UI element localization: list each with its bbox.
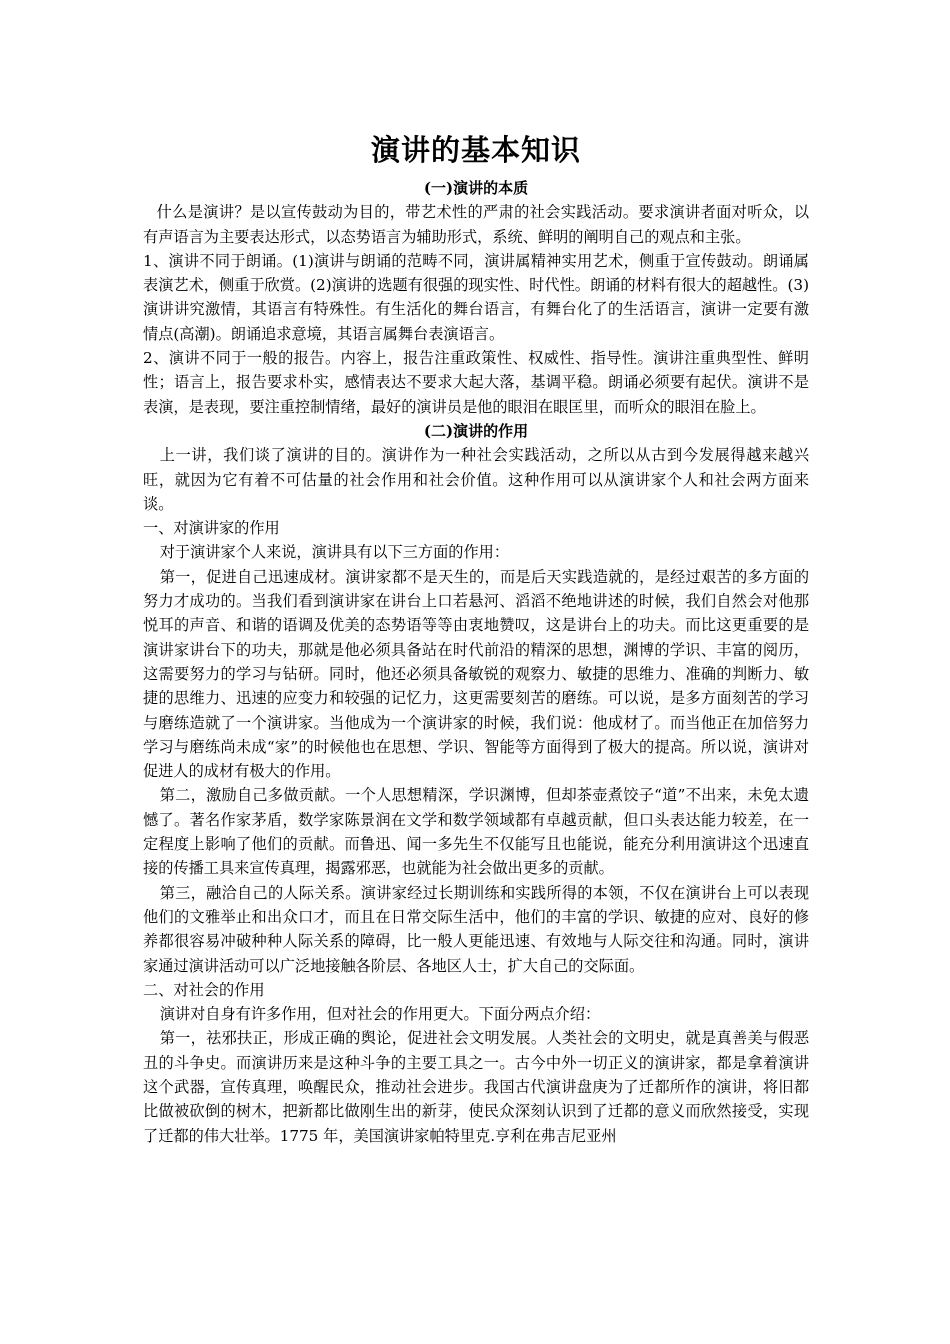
paragraph-society-lead: 演讲对自身有许多作用，但对社会的作用更大。下面分两点介绍： (159, 1005, 601, 1024)
paragraph-vs-recitation: 1、演讲不同于朗诵。(1)演讲与朗诵的范畴不同，演讲属精神实用艺术，侧重于宣传鼓动。朗诵属表演艺术，侧重于欣赏。(2)演讲的选题有很强的现实性、时代性。朗诵的材料有很大的超越性。(3)演讲讲究激情，其语言有特殊性。有生活化的舞台语言，有舞台化了的生活语言，演讲一定要有激情点(高潮)。朗诵追求意境，其语言属舞台表演语言。 (143, 251, 809, 343)
subheading-for-society: 二、对社会的作用 (143, 980, 265, 999)
paragraph-function-intro: 上一讲，我们谈了演讲的目的。演讲作为一种社会实践活动，之所以从古到今发展得越来越兴旺，就因为它有着不可估量的社会作用和社会价值。这种作用可以从演讲家个人和社会两方面来谈。 (143, 446, 809, 513)
paragraph-speaker-point-3: 第三，融洽自己的人际关系。演讲家经过长期训练和实践所得的本领，不仅在演讲台上可以表现他们的文雅举止和出众口才，而且在日常交际生活中，他们的丰富的学识、敏捷的应对、良好的修养都很容易冲破种种人际关系的障碍，比一般人更能迅速、有效地与人际交往和沟通。同时，演讲家通过演讲活动可以广泛地接触各阶层、各地区人士，扩大自己的交际面。 (143, 883, 809, 975)
paragraph-speaker-lead: 对于演讲家个人来说，演讲具有以下三方面的作用： (159, 543, 510, 562)
document-body (143, 128, 809, 1148)
section-heading-function: (二)演讲的作用 (423, 421, 529, 440)
section-heading-essence: (一)演讲的本质 (423, 179, 529, 197)
paragraph-society-point-1: 第一，祛邪扶正，形成正确的舆论，促进社会文明发展。人类社会的文明史，就是真善美与假恶丑的斗争史。而演讲历来是这种斗争的主要工具之一。古今中外一切正义的演讲家，都是拿着演讲这个武器，宣传真理，唤醒民众，推动社会进步。我国古代演讲盘庚为了迁都所作的演讲，将旧都比做被砍倒的树木，把新都比做刚生出的新芽，使民众深刻认识到了迁都的意义而欣然接受，实现了迁都的伟大壮举。1775 年，美国演讲家帕特里克.亨利在弗吉尼亚州 (143, 1029, 809, 1145)
subheading-for-speaker: 一、对演讲家的作用 (143, 519, 280, 538)
paragraph-definition: 什么是演讲？是以宣传鼓动为目的，带艺术性的严肃的社会实践活动。要求演讲者面对听众，以有声语言为主要表达形式，以态势语言为辅助形式，系统、鲜明的阐明自己的观点和主张。 (143, 203, 809, 246)
document-title: 演讲的基本知识 (370, 133, 581, 167)
paragraph-vs-report: 2、演讲不同于一般的报告。内容上，报告注重政策性、权威性、指导性。演讲注重典型性、鲜明性；语言上，报告要求朴实，感情表达不要求大起大落，基调平稳。朗诵必须要有起伏。演讲不是表演，是表现，要注重控制情绪，最好的演讲员是他的眼泪在眼匡里，而听众的眼泪在脸上。 (143, 349, 809, 416)
paragraph-speaker-point-2: 第二，激励自己多做贡献。一个人思想精深，学识渊博，但却茶壶煮饺子“道”不出来，未免太遗憾了。著名作家茅盾，数学家陈景润在文学和数学领域都有卓越贡献，但口头表达能力较差，在一定程度上影响了他们的贡献。而鲁迅、闻一多先生不仅能写且也能说，能充分利用演讲这个迅速直接的传播工具来宣传真理，揭露邪恶，也就能为社会做出更多的贡献。 (143, 786, 809, 878)
paragraph-speaker-point-1: 第一，促进自己迅速成材。演讲家都不是天生的，而是后天实践造就的，是经过艰苦的多方面的努力才成功的。当我们看到演讲家在讲台上口若悬河、滔滔不绝地讲述的时候，我们自然会对他那悦耳的声音、和谐的语调及优美的态势语等等由衷地赞叹，这是讲台上的功夫。而比这更重要的是演讲家讲台下的功夫，那就是他必须具备站在时代前沿的精深的思想，渊博的学识、丰富的阅历，这需要努力的学习与钻研。同时，他还必须具备敏锐的观察力、敏捷的思维力、准确的判断力、敏捷的思维力、迅速的应变力和较强的记忆力，这更需要刻苦的磨练。可以说，是多方面刻苦的学习与磨练造就了一个演讲家。当他成为一个演讲家的时候，我们说：他成材了。而当他正在加倍努力学习与磨练尚未成“家”的时候他也在思想、学识、智能等方面得到了极大的提高。所以说，演讲对促进人的成材有极大的作用。 (143, 567, 809, 781)
